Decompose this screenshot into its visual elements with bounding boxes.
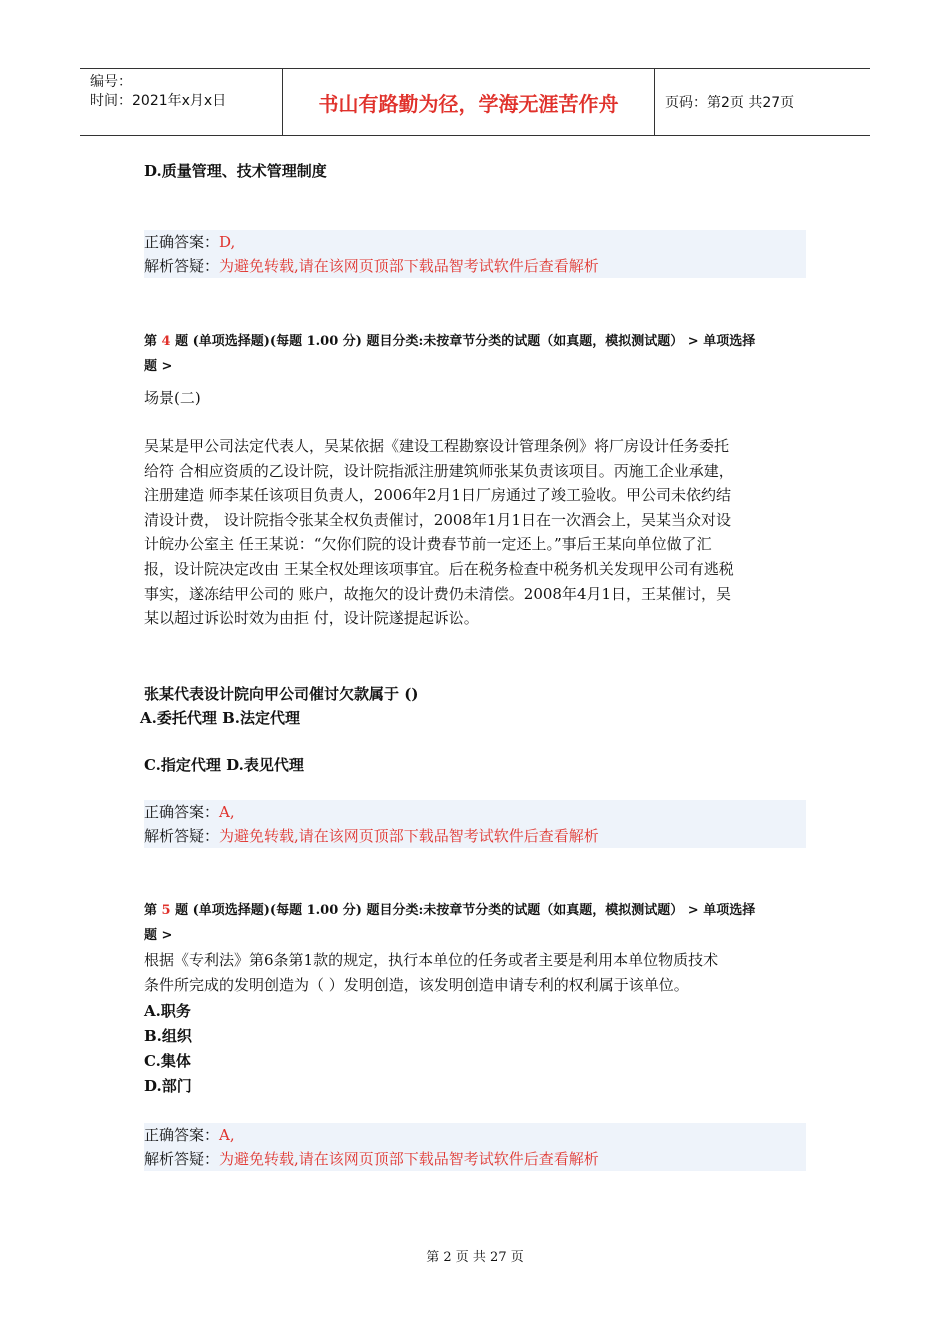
header-left (80, 69, 282, 135)
q5-head-text: 题 (单项选择题)(每题 1.00 分) 题目分类:未按章节分类的试题（如真题，模拟测试题） > 单项选择 (175, 903, 756, 918)
q5-head-prefix: 第 (144, 903, 162, 918)
analysis-label: 解析答疑： (144, 257, 220, 275)
q5-option-d: D.部门 (144, 1077, 192, 1095)
scene-line: 清设计费， 设计院指令张某全权负责催讨，2008年1月1日在一次酒会上，吴某当众对设 (144, 510, 732, 529)
page-header (80, 68, 870, 136)
q4-options-ab: A.委托代理 B.法定代理 (140, 709, 300, 727)
q4-head-prefix: 第 (144, 334, 162, 349)
q4-scene-body (144, 434, 806, 631)
scene-line: 计皖办公室主 任王某说：“欠你们院的设计费春节前一定还上。”事后王某向单位做了汇 (144, 535, 712, 554)
q4-number: 4 (161, 334, 171, 349)
scene-line: 注册建造 师李某任该项目负责人，2006年2月1日厂房通过了竣工验收。甲公司未依约结 (144, 486, 732, 505)
answer-value: A, (219, 1126, 235, 1144)
q4-head-line2: 题 > (144, 359, 173, 374)
q5-heading (144, 898, 806, 948)
analysis-label: 解析答疑： (144, 1150, 220, 1168)
q4-answer-box (144, 800, 806, 848)
q5-head-line2: 题 > (144, 928, 173, 943)
scene-line: 吴某是甲公司法定代表人，吴某依据《建设工程勘察设计管理条例》将厂房设计任务委托 (144, 437, 730, 455)
number-label: 编号： (90, 74, 132, 90)
q5-stem-line: 根据《专利法》第6条第1款的规定，执行本单位的任务或者主要是利用本单位物质技术 (144, 951, 719, 969)
q4-analysis-line (144, 824, 806, 848)
q5-analysis-line (144, 1147, 806, 1171)
q4-options-cd: C.指定代理 D.表见代理 (144, 756, 304, 774)
q5-stem (144, 948, 806, 997)
q5-answer-box (144, 1123, 806, 1171)
answer-value: D, (219, 233, 236, 251)
answer-label: 正确答案： (144, 1126, 220, 1144)
analysis-link[interactable]: 为避免转载,请在该网页顶部下载品智考试软件后查看解析 (219, 1150, 599, 1168)
q4-scene-title: 场景(二) (144, 389, 201, 407)
time-label: 时间：2021年x月x日 (90, 93, 227, 109)
header-motto: 书山有路勤为径，学海无涯苦作舟 (282, 69, 655, 135)
analysis-link[interactable]: 为避免转载,请在该网页顶部下载品智考试软件后查看解析 (219, 827, 599, 845)
q4-heading (144, 329, 806, 379)
q5-options (144, 999, 192, 1099)
q5-number: 5 (161, 903, 171, 918)
q3-answer-box (144, 230, 806, 278)
analysis-link[interactable]: 为避免转载,请在该网页顶部下载品智考试软件后查看解析 (219, 257, 599, 275)
page-footer: 第 2 页 共 27 页 (426, 1250, 524, 1265)
analysis-label: 解析答疑： (144, 827, 220, 845)
q3-analysis-line (144, 254, 806, 278)
q5-option-a: A.职务 (144, 1002, 191, 1020)
q4-answer-line (144, 800, 806, 824)
answer-label: 正确答案： (144, 233, 220, 251)
q5-answer-line (144, 1123, 806, 1147)
scene-line: 某以超过诉讼时效为由拒 付，设计院遂提起诉讼。 (144, 609, 479, 628)
q3-option-d: D.质量管理、技术管理制度 (144, 162, 327, 180)
answer-value: A, (219, 803, 235, 821)
answer-label: 正确答案： (144, 803, 220, 821)
q3-answer-line (144, 230, 806, 254)
q4-head-text: 题 (单项选择题)(每题 1.00 分) 题目分类:未按章节分类的试题（如真题，模拟测试题） > 单项选择 (175, 334, 756, 349)
scene-line: 报，设计院决定改由 王某全权处理该项事宜。后在税务检查中税务机关发现甲公司有逃税 (144, 559, 734, 578)
q5-option-b: B.组织 (144, 1027, 192, 1045)
header-page-info: 页码：第2页 共27页 (665, 95, 795, 111)
scene-line: 给符 合相应资质的乙设计院，设计院指派注册建筑师张某负责该项目。丙施工企业承建， (144, 461, 734, 480)
q5-stem-line: 条件所完成的发明创造为（ ）发明创造，该发明创造申请专利的权利属于该单位。 (144, 975, 689, 994)
scene-line: 事实，遂冻结甲公司的 账户，故拖欠的设计费仍未清偿。2008年4月1日，王某催讨，吴 (144, 584, 732, 603)
q5-option-c: C.集体 (144, 1052, 191, 1070)
q4-question: 张某代表设计院向甲公司催讨欠款属于 () (144, 685, 419, 703)
